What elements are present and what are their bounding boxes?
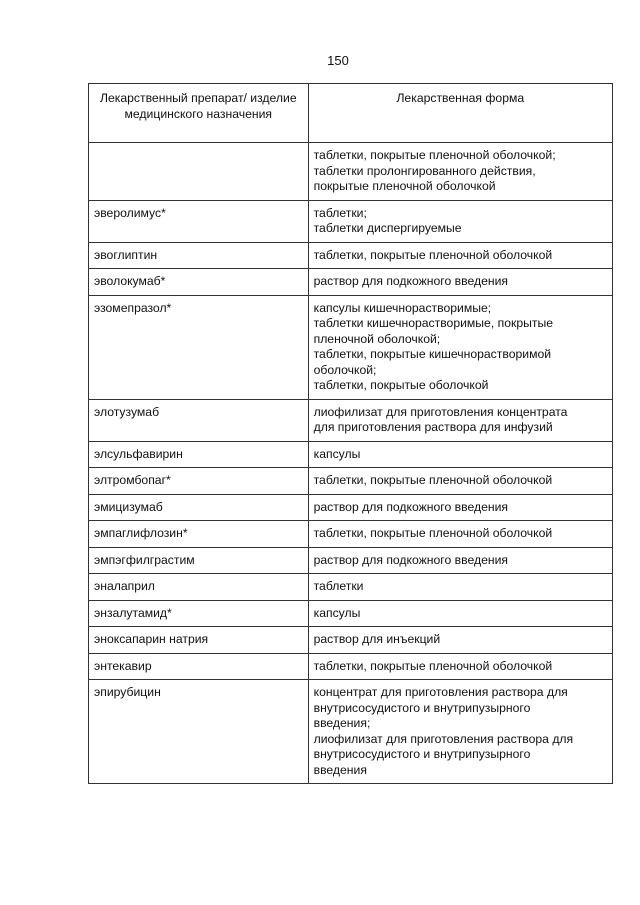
dosage-form-cell: [308, 521, 612, 548]
dosage-form-line: таблетки, покрытые пленочной оболочкой: [313, 526, 553, 540]
table-row: [89, 653, 613, 680]
table-row: [89, 441, 613, 468]
dosage-form-line: раствор для подкожного введения: [313, 552, 508, 567]
dosage-form-cell: [308, 574, 612, 601]
dosage-form-cell: [308, 242, 612, 269]
dosage-form-line: лиофилизат для приготовления концентрата: [313, 404, 568, 419]
dosage-form-line: концентрат для приготовления раствора для: [313, 685, 568, 699]
table-row: [89, 494, 613, 521]
drug-name-cell: эмицизумаб: [89, 494, 309, 521]
dosage-form-line: таблетки, покрытые пленочной оболочкой: [313, 473, 553, 487]
dosage-form-line: внутрисосудистого и внутрипузырного: [313, 700, 531, 715]
dosage-form-cell: [308, 680, 612, 784]
dosage-form-line: внутрисосудистого и внутрипузырного: [313, 747, 531, 761]
dosage-form-cell: [308, 653, 612, 680]
dosage-form-line: введения: [313, 762, 367, 777]
dosage-form-line: таблетки: [313, 579, 364, 593]
dosage-form-line: таблетки, покрытые пленочной оболочкой: [313, 658, 553, 673]
dosage-form-line: капсулы: [313, 605, 361, 620]
drug-name-cell: эмпаглифлозин*: [89, 521, 309, 548]
drug-name-cell: эналаприл: [89, 574, 309, 601]
drug-name-cell: элтромбопаг*: [89, 468, 309, 495]
dosage-form-line: таблетки, покрытые пленочной оболочкой: [313, 247, 553, 262]
table-row: [89, 468, 613, 495]
dosage-form-line: для приготовления раствора для инфузий: [313, 420, 553, 434]
dosage-form-line: капсулы кишечнорастворимые;: [313, 300, 492, 315]
drug-table: [88, 83, 613, 784]
header-dosage-form: Лекарственная форма: [308, 84, 612, 143]
dosage-form-cell: [308, 399, 612, 441]
dosage-form-line: таблетки, покрытые кишечнорастворимой: [313, 347, 552, 361]
drug-name-cell: эзомепразол*: [89, 295, 309, 399]
drug-name-cell: эверолимус*: [89, 200, 309, 242]
table-row: [89, 547, 613, 574]
table-row: [89, 680, 613, 784]
table-row: [89, 627, 613, 654]
dosage-form-line: раствор для инъекций: [313, 632, 441, 646]
table-row: [89, 399, 613, 441]
dosage-form-line: таблетки кишечнорастворимые, покрытые: [313, 316, 553, 330]
dosage-form-line: пленочной оболочкой;: [313, 331, 441, 346]
dosage-form-cell: [308, 295, 612, 399]
dosage-form-line: таблетки диспергируемые: [313, 221, 462, 235]
page-number: 150: [327, 53, 349, 68]
dosage-form-line: капсулы: [313, 446, 361, 461]
dosage-form-line: таблетки, покрытые пленочной оболочкой;: [313, 148, 556, 162]
dosage-form-cell: [308, 441, 612, 468]
dosage-form-cell: [308, 143, 612, 201]
drug-name-cell: эмпэгфилграстим: [89, 547, 309, 574]
dosage-form-cell: [308, 468, 612, 495]
table-row: [89, 521, 613, 548]
dosage-form-cell: [308, 200, 612, 242]
dosage-form-line: введения;: [313, 716, 371, 730]
dosage-form-cell: [308, 627, 612, 654]
dosage-form-cell: [308, 269, 612, 296]
table-body: [89, 143, 613, 784]
dosage-form-line: таблетки, покрытые оболочкой: [313, 378, 489, 392]
drug-name-cell: эноксапарин натрия: [89, 627, 309, 654]
dosage-form-cell: [308, 547, 612, 574]
table-row: [89, 574, 613, 601]
table-row: [89, 600, 613, 627]
dosage-form-line: таблетки пролонгированного действия,: [313, 163, 536, 178]
drug-name-cell: энтекавир: [89, 653, 309, 680]
header-drug-name: Лекарственный препарат/ изделие медицинского назначения: [89, 84, 309, 143]
drug-name-cell: эвоглиптин: [89, 242, 309, 269]
drug-name-cell: энзалутамид*: [89, 600, 309, 627]
table-header-row: [89, 84, 613, 143]
drug-name-cell: [89, 143, 309, 201]
dosage-form-line: покрытые пленочной оболочкой: [313, 179, 496, 193]
drug-name-cell: элотузумаб: [89, 399, 309, 441]
dosage-form-cell: [308, 600, 612, 627]
dosage-form-line: лиофилизат для приготовления раствора для: [313, 731, 574, 746]
table-row: [89, 295, 613, 399]
table-row: [89, 242, 613, 269]
dosage-form-line: таблетки;: [313, 205, 367, 220]
drug-name-cell: эпирубицин: [89, 680, 309, 784]
table-row: [89, 269, 613, 296]
table-row: [89, 200, 613, 242]
dosage-form-line: оболочкой;: [313, 362, 377, 377]
drug-name-cell: элсульфавирин: [89, 441, 309, 468]
drug-name-cell: эволокумаб*: [89, 269, 309, 296]
dosage-form-line: раствор для подкожного введения: [313, 499, 508, 514]
dosage-form-cell: [308, 494, 612, 521]
dosage-form-line: раствор для подкожного введения: [313, 274, 508, 288]
table-row: [89, 143, 613, 201]
